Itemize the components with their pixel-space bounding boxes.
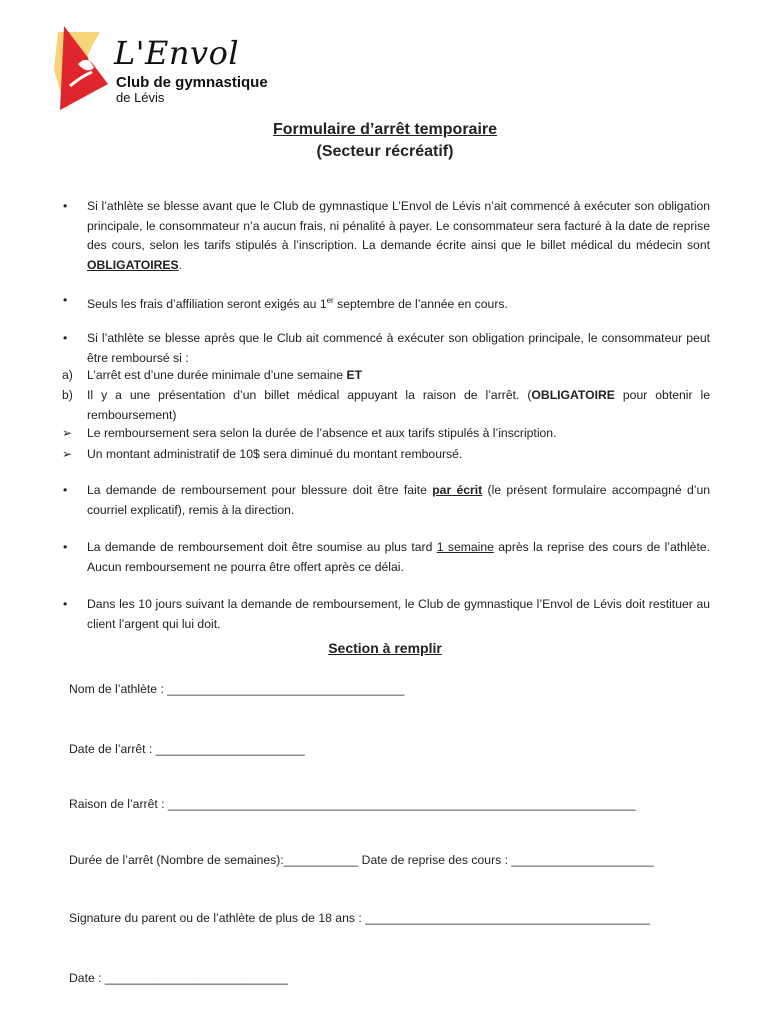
date-field[interactable]: Date : ___________________________	[69, 971, 288, 985]
arrow-bullet-icon: ➢	[62, 426, 73, 440]
arrow-bullet-icon: ➢	[62, 447, 73, 461]
bullet-marker: •	[63, 483, 68, 497]
list-label-a: a)	[62, 368, 73, 382]
bullet-marker: •	[63, 597, 68, 611]
signature-field[interactable]: Signature du parent ou de l’athlète de plus de 18 ans : __________________________________________	[69, 911, 650, 925]
list-label-b: b)	[62, 388, 73, 402]
bullet-marker: •	[63, 199, 68, 213]
duration-and-resume-date-field[interactable]: Durée de l’arrêt (Nombre de semaines):___________ Date de reprise des cours : _____________________	[69, 853, 654, 867]
logo-subtitle-1: Club de gymnastique	[116, 74, 268, 91]
athlete-name-field[interactable]: Nom de l’athlète : ___________________________________	[69, 682, 405, 696]
rule-paragraph-3: Si l’athlète se blesse après que le Club ait commencé à exécuter son obligation principale, le consommateur peut être remboursé si :	[87, 331, 710, 365]
page-title: Formulaire d’arrêt temporaire	[272, 121, 498, 138]
section-title: Section à remplir	[328, 640, 442, 656]
condition-a: L’arrêt est d’une durée minimale d’une semaine ET	[87, 368, 363, 382]
bullet-marker: •	[63, 331, 68, 345]
condition-b: Il y a une présentation d’un billet médical appuyant la raison de l’arrêt. (OBLIGATOIRE pour obtenir le remboursement)	[87, 388, 710, 422]
stop-date-field[interactable]: Date de l’arrêt : ______________________	[69, 742, 305, 756]
logo-name: L'Envol	[114, 34, 240, 72]
gymnast-logo-icon	[48, 24, 118, 114]
bullet-marker: •	[63, 293, 68, 307]
rule-paragraph-6: Dans les 10 jours suivant la demande de remboursement, le Club de gymnastique l’Envol de Lévis doit restituer au client l’argent qui lui doit.	[87, 597, 710, 631]
rule-paragraph-5: La demande de remboursement doit être soumise au plus tard 1 semaine après la reprise des cours de l’athlète. Aucun remboursement ne pourra être offert après ce délai.	[87, 540, 710, 574]
refund-note-1: Le remboursement sera selon la durée de l’absence et aux tarifs stipulés à l’inscription.	[87, 426, 557, 440]
logo-subtitle-2: de Lévis	[116, 90, 165, 105]
refund-note-2: Un montant administratif de 10$ sera diminué du montant remboursé.	[87, 447, 463, 461]
bullet-marker: •	[63, 540, 68, 554]
rule-paragraph-4: La demande de remboursement pour blessure doit être faite par écrit (le présent formulaire accompagné d’un courriel explicatif), remis à la direction.	[87, 483, 711, 517]
rule-paragraph-1: Si l’athlète se blesse avant que le Club de gymnastique L’Envol de Lévis n’ait commencé à exécuter son obligation principale, le consommateur n’a aucun frais, ni pénalité à payer. Le consommateur sera facturé à la date de reprise des cours, selon les tarifs stipulés à l’inscription. La demande écrite ainsi que le billet médical du médecin sont OBLIGATOIRES.	[87, 199, 710, 272]
rule-paragraph-2: Seuls les frais d’affiliation seront exigés au 1er septembre de l’année en cours.	[87, 296, 508, 312]
club-logo	[48, 24, 268, 114]
page-subtitle: (Secteur récréatif)	[316, 143, 454, 160]
stop-reason-field[interactable]: Raison de l’arrêt : _____________________________________________________________________	[69, 797, 636, 811]
